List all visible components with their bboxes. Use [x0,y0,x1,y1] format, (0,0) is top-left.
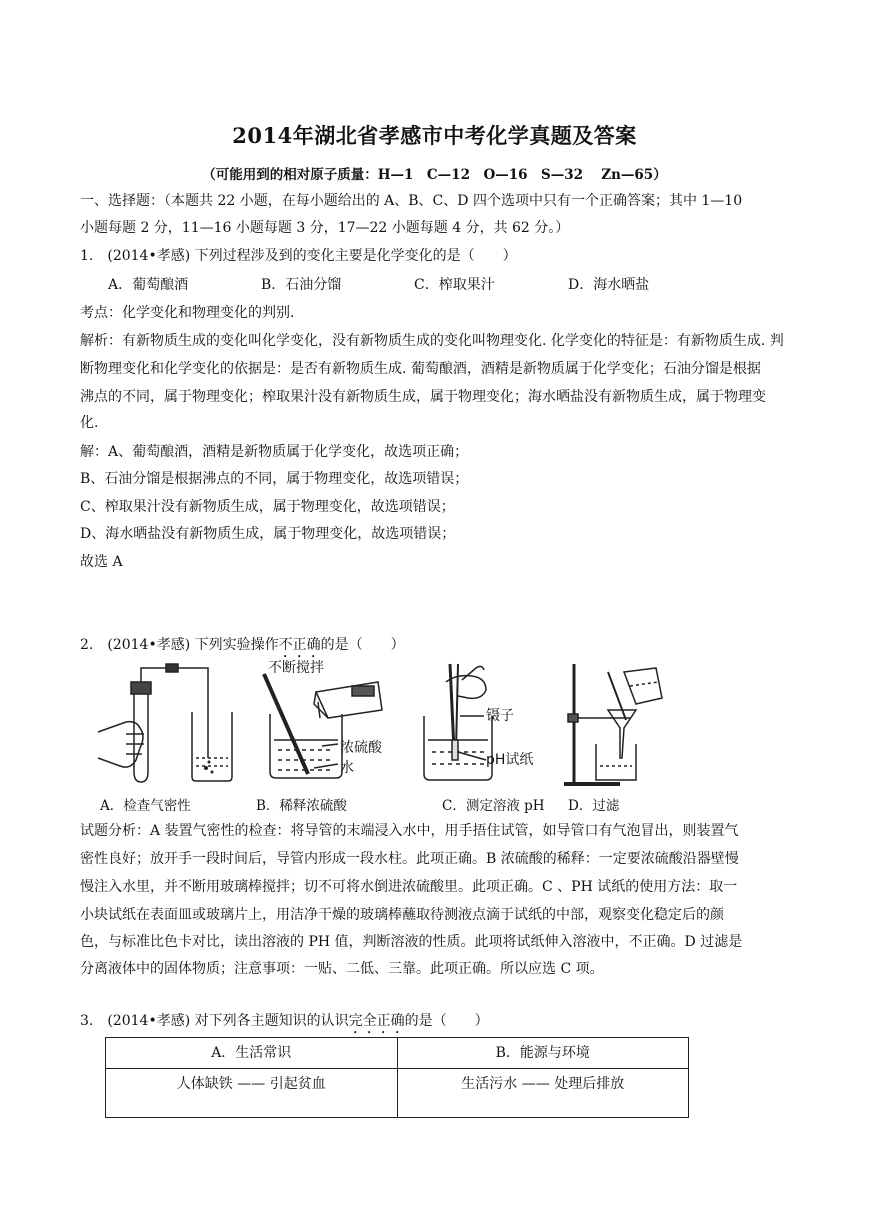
q2-stem: 2. (2014•孝感) 下列实验操作不正确的是（ ） [80,637,405,653]
section-intro-line-1: 一、选择题：（本题共 22 小题，在每小题给出的 A、B、C、D 四个选项中只有一个正确答案；其中 1—10 [80,193,743,209]
label-water: 水 [340,760,354,776]
figure-a-airtightness [96,660,246,790]
table-cell-a1: 人体缺铁 —— 引起贫血 [106,1069,398,1118]
q2-analysis-line-5: 色，与标准比色卡对比，读出溶液的 PH 值，判断溶液的性质。此项将试纸伸入溶液中，不正确。D 过滤是 [80,934,743,950]
q1-jie-line-3: C、榨取果汁没有新物质生成，属于物理变化，故选项错误； [80,499,455,515]
figure-label-d: D．过滤 [568,798,620,814]
q2-stem-emphasis: 不正确 [278,637,321,653]
figure-c-measure-ph [416,660,556,788]
q2-analysis-line-6: 分离液体中的固体物质；注意事项：一贴、二低、三靠。此项正确。所以应选 C 项。 [80,961,604,977]
q1-stem: 1. (2014•孝感) 下列过程涉及到的变化主要是化学变化的是（ ） [80,248,517,264]
q2-analysis-line-3: 慢注入水里，并不断用玻璃棒搅拌；切不可将水倒进浓硫酸里。此项正确。C 、PH 试纸的使用方法：取一 [80,879,738,895]
q1-option-c: C．榨取果汁 [414,277,495,293]
figure-label-b: B．稀释浓硫酸 [256,798,347,814]
q3-knowledge-table [105,1037,689,1118]
q1-option-b: B．石油分馏 [261,277,342,293]
q1-jie-line-2: B、石油分馏是根据沸点的不同，属于物理变化，故选项错误； [80,471,469,487]
page-title: 2014年湖北省孝感市中考化学真题及答案 [232,123,637,148]
figure-label-c: C．测定溶液 pH [442,798,545,814]
q1-jiexi-line-2: 断物理变化和化学变化的依据是：是否有新物质生成. 葡萄酿酒，酒精是新物质属于化学变化；石油分馏是根据 [80,361,761,377]
q3-stem-emphasis: 完全正确 [348,1013,405,1029]
table-header-a: A．生活常识 [106,1038,398,1069]
label-concentrated-acid: 浓硫酸 [340,740,382,756]
atomic-mass-note: （可能用到的相对原子质量：H—1 C—12 O—16 S—32 Zn—65） [202,167,667,183]
q2-analysis-line-2: 密性良好；放开手一段时间后，导管内形成一段水柱。此项正确。B 浓硫酸的稀释：一定要浓硫酸沿器壁慢 [80,851,739,867]
table-cell-b1: 生活污水 —— 处理后排放 [397,1069,689,1118]
section-intro-line-2: 小题每题 2 分，11—16 小题每题 3 分，17—22 小题每题 4 分，共 62 分。） [80,220,570,236]
q1-jie-line-4: D、海水晒盐没有新物质生成，属于物理变化，故选项错误； [80,526,456,542]
figure-label-a: A．检查气密性 [100,798,191,814]
figure-d-filtration [560,658,670,792]
q1-jie-line-5: 故选 A [80,554,123,570]
q3-stem: 3. (2014•孝感) 对下列各主题知识的认识完全正确的是（ ） [80,1013,489,1029]
table-header-b: B．能源与环境 [397,1038,689,1069]
label-stir: 不断搅拌 [268,660,324,676]
q1-jiexi-line-3: 沸点的不同，属于物理变化；榨取果汁没有新物质生成，属于物理变化；海水晒盐没有新物质生成，属于物理变 [80,389,766,405]
q1-jiexi-line-4: 化. [80,415,99,431]
q1-option-d: D．海水晒盐 [568,277,650,293]
q1-kaodian: 考点：化学变化和物理变化的判别. [80,305,295,321]
figure-b-dilute-acid [256,660,416,786]
q1-jiexi-line-1: 解析：有新物质生成的变化叫化学变化，没有新物质生成的变化叫物理变化. 化学变化的特征是：有新物质生成. 判 [80,333,784,349]
q2-analysis-line-4: 小块试纸在表面皿或玻璃片上，用洁净干燥的玻璃棒蘸取待测液点滴于试纸的中部，观察变化稳定后的颜 [80,907,724,923]
label-tweezers: 镊子 [486,708,514,724]
q2-analysis-line-1: 试题分析：A 装置气密性的检查：将导管的末端浸入水中，用手捂住试管，如导管口有气泡冒出，则装置气 [80,823,739,839]
q1-option-a: A．葡萄酿酒 [108,277,189,293]
label-ph-paper: pH试纸 [486,752,534,768]
q1-jie-line-1: 解：A、葡萄酿酒，酒精是新物质属于化学变化，故选项正确； [80,444,469,460]
